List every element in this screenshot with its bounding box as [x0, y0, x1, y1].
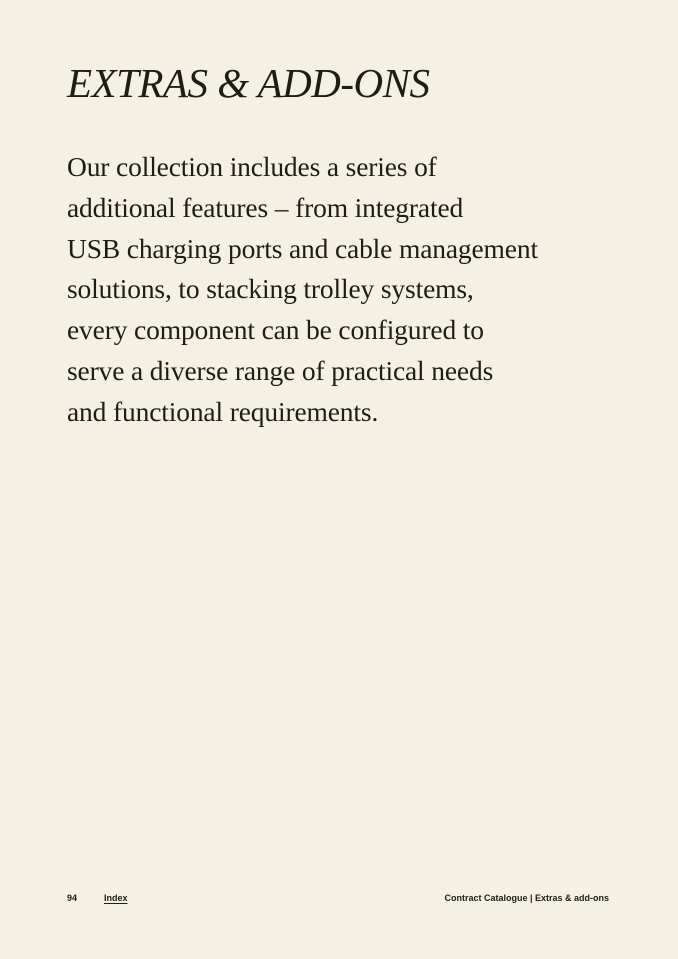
page-footer — [0, 890, 678, 910]
page-number: 94 — [67, 893, 78, 903]
intro-line: solutions, to stacking trolley systems, — [67, 273, 474, 305]
intro-line: every component can be configured to — [67, 314, 484, 346]
intro-paragraph — [67, 147, 587, 433]
intro-line: additional features – from integrated — [67, 191, 464, 223]
index-link[interactable]: Index — [104, 893, 128, 903]
intro-line: USB charging ports and cable management — [67, 232, 538, 264]
intro-line: and functional requirements. — [67, 395, 379, 427]
breadcrumb: Contract Catalogue | Extras & add-ons — [444, 893, 609, 903]
page-title: EXTRAS & ADD-ONS — [67, 60, 430, 106]
intro-line: Our collection includes a series of — [67, 151, 437, 182]
intro-line: serve a diverse range of practical needs — [67, 354, 494, 386]
